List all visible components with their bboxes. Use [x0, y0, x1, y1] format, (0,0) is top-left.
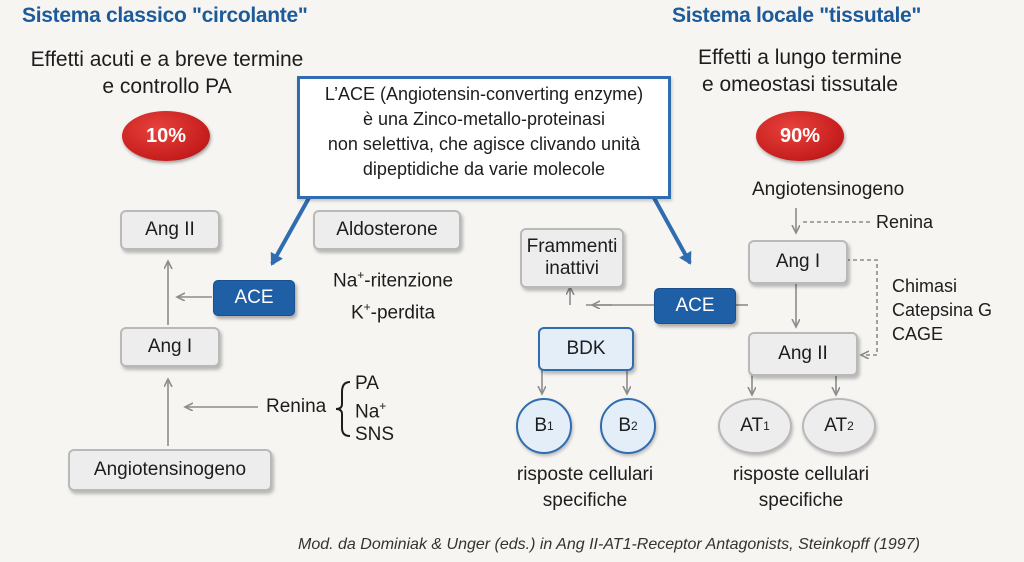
left-angiotensinogeno-box: Angiotensinogeno	[68, 449, 272, 491]
callout-arrow-right	[653, 196, 690, 263]
middle-risposte-line1: risposte cellulari	[516, 464, 654, 485]
source-citation: Mod. da Dominiak & Unger (eds.) in Ang II-AT1-Receptor Antagonists, Steinkopff (1997)	[298, 536, 920, 553]
right-risposte-line2: specifiche	[758, 490, 844, 511]
b2-receptor: B 2	[600, 398, 656, 454]
enzyme-chimasi: Chimasi	[892, 276, 958, 296]
frammenti-line1: Frammenti	[526, 236, 618, 257]
right-renina-label: Renina	[876, 212, 934, 232]
brace-item-na: Na+	[355, 399, 387, 423]
left-renina-label: Renina	[266, 396, 327, 417]
right-risposte-line1: risposte cellulari	[732, 464, 870, 485]
brace-item-sns: SNS	[355, 424, 395, 446]
right-angiotensinogeno: Angiotensinogeno	[752, 179, 905, 200]
callout-arrow-left	[272, 196, 310, 264]
right-risposte	[706, 462, 896, 514]
middle-risposte	[490, 462, 680, 514]
left-ang2-box: Ang II	[120, 210, 220, 250]
frammenti-line2: inattivi	[545, 258, 599, 279]
at1-receptor: AT 1	[718, 398, 792, 454]
left-percent-badge: 10%	[122, 111, 210, 161]
enzyme-cage: CAGE	[892, 324, 944, 344]
b1-receptor: B 1	[516, 398, 572, 454]
brace	[336, 382, 350, 436]
left-ace-box: ACE	[213, 280, 295, 316]
na-retention-line: Na+-ritenzione	[332, 268, 454, 292]
aldosterone-box: Aldosterone	[313, 210, 461, 250]
callout-line4: dipeptidiche da varie molecole	[362, 159, 606, 179]
right-subtitle-line1: Effetti a lungo termine	[698, 46, 902, 69]
callout-line2: è una Zinco-metallo-proteinasi	[362, 109, 606, 129]
right-percent-badge: 90%	[756, 111, 844, 161]
right-header: Sistema locale "tissutale"	[672, 4, 922, 27]
right-ang2-box: Ang II	[748, 332, 858, 376]
callout-line1: L’ACE (Angiotensin-converting enzyme)	[324, 84, 644, 104]
ace-callout	[297, 76, 671, 199]
left-subtitle-line1: Effetti acuti e a breve termine	[30, 48, 304, 71]
left-subtitle	[26, 46, 308, 100]
k-loss-line: K+-perdita	[350, 300, 436, 324]
left-header: Sistema classico "circolante"	[22, 4, 308, 27]
right-ang1-box: Ang I	[748, 240, 848, 284]
at2-receptor: AT 2	[802, 398, 876, 454]
left-ang1-box: Ang I	[120, 327, 220, 367]
brace-items	[355, 372, 394, 446]
aldosterone-effects	[318, 262, 468, 327]
frammenti-box	[520, 228, 624, 288]
brace-item-pa: PA	[355, 373, 379, 394]
middle-ace-box: ACE	[654, 288, 736, 324]
right-subtitle-line2: e omeostasi tissutale	[701, 73, 899, 96]
callout-line3: non selettiva, che agisce clivando unità	[327, 134, 641, 154]
left-subtitle-line2: e controllo PA	[102, 75, 232, 98]
enzyme-catepsina: Catepsina G	[892, 300, 993, 320]
bdk-box: BDK	[538, 327, 634, 371]
right-subtitle	[676, 44, 924, 98]
middle-risposte-line2: specifiche	[542, 490, 628, 511]
enzymes-list	[892, 274, 992, 346]
